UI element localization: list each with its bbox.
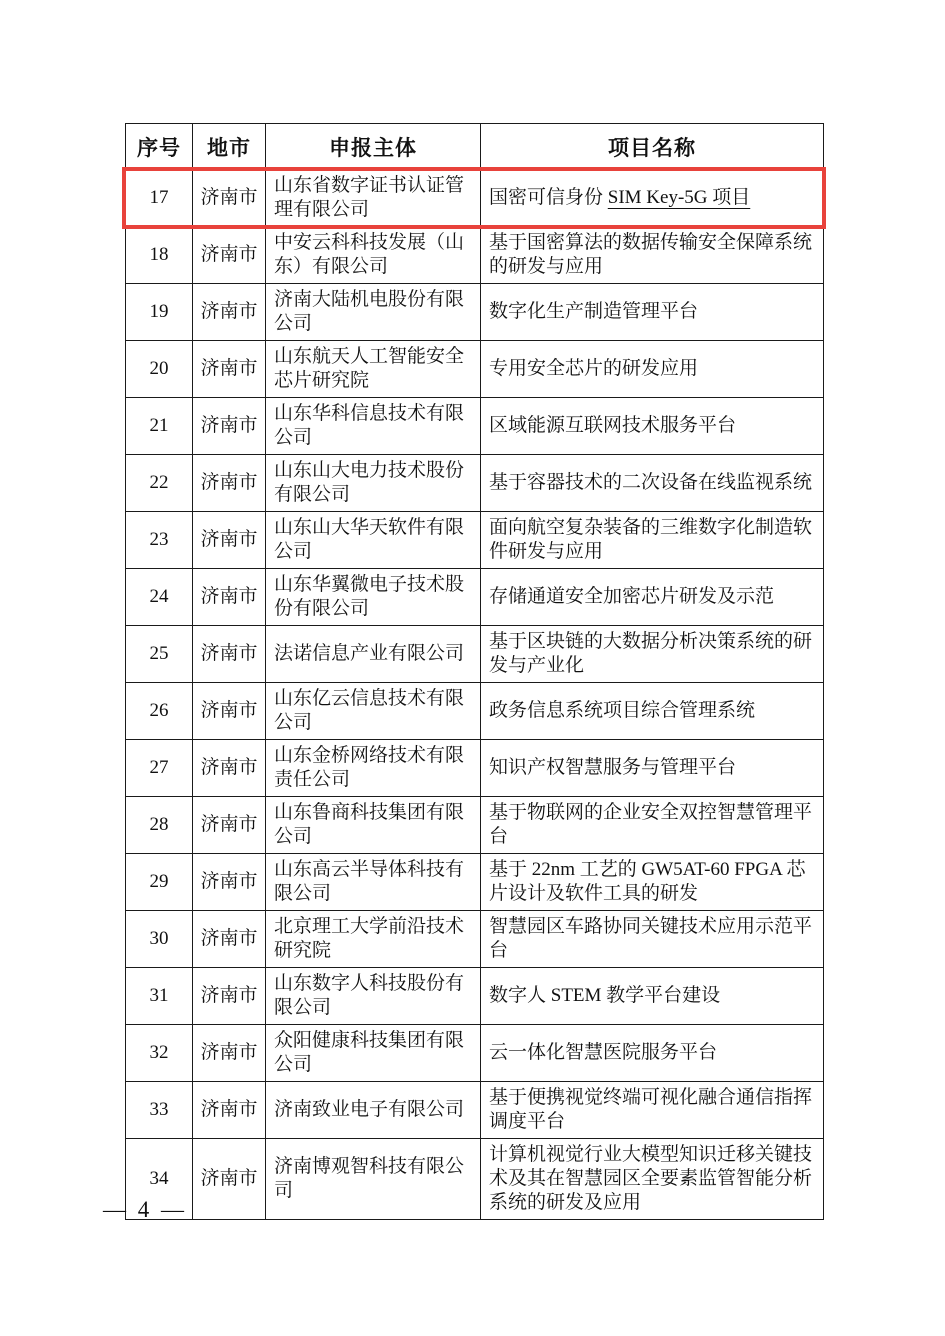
cell-city: 济南市 xyxy=(193,1082,266,1139)
table-row xyxy=(126,284,824,341)
table-row xyxy=(126,968,824,1025)
cell-city: 济南市 xyxy=(193,854,266,911)
cell-serial-number: 17 xyxy=(126,170,193,227)
cell-city: 济南市 xyxy=(193,170,266,227)
cell-city: 济南市 xyxy=(193,512,266,569)
cell-serial-number: 28 xyxy=(126,797,193,854)
cell-serial-number: 27 xyxy=(126,740,193,797)
col-header-city: 地市 xyxy=(193,124,266,170)
cell-applicant: 山东亿云信息技术有限公司 xyxy=(266,683,481,740)
cell-city: 济南市 xyxy=(193,227,266,284)
cell-project: 数字化生产制造管理平台 xyxy=(481,284,824,341)
cell-serial-number: 22 xyxy=(126,455,193,512)
cell-city: 济南市 xyxy=(193,968,266,1025)
col-header-no: 序号 xyxy=(126,124,193,170)
table-header-row xyxy=(126,124,824,170)
cell-applicant: 中安云科科技发展（山东）有限公司 xyxy=(266,227,481,284)
cell-serial-number: 18 xyxy=(126,227,193,284)
table-row xyxy=(126,1139,824,1220)
cell-serial-number: 32 xyxy=(126,1025,193,1082)
cell-serial-number: 19 xyxy=(126,284,193,341)
cell-serial-number: 21 xyxy=(126,398,193,455)
cell-serial-number: 25 xyxy=(126,626,193,683)
cell-city: 济南市 xyxy=(193,1025,266,1082)
cell-city: 济南市 xyxy=(193,341,266,398)
cell-serial-number: 20 xyxy=(126,341,193,398)
cell-serial-number: 24 xyxy=(126,569,193,626)
table-row xyxy=(126,1025,824,1082)
cell-applicant: 众阳健康科技集团有限公司 xyxy=(266,1025,481,1082)
table-row xyxy=(126,683,824,740)
cell-city: 济南市 xyxy=(193,626,266,683)
cell-project: 基于区块链的大数据分析决策系统的研发与产业化 xyxy=(481,626,824,683)
cell-project: 数字人 STEM 教学平台建设 xyxy=(481,968,824,1025)
cell-applicant: 山东高云半导体科技有限公司 xyxy=(266,854,481,911)
cell-serial-number: 31 xyxy=(126,968,193,1025)
cell-applicant: 济南博观智科技有限公司 xyxy=(266,1139,481,1220)
cell-applicant: 山东华翼微电子技术股份有限公司 xyxy=(266,569,481,626)
cell-project: 基于物联网的企业安全双控智慧管理平台 xyxy=(481,797,824,854)
cell-applicant: 山东数字人科技股份有限公司 xyxy=(266,968,481,1025)
cell-serial-number: 23 xyxy=(126,512,193,569)
cell-project: 区域能源互联网技术服务平台 xyxy=(481,398,824,455)
cell-project: 专用安全芯片的研发应用 xyxy=(481,341,824,398)
cell-applicant: 山东航天人工智能安全芯片研究院 xyxy=(266,341,481,398)
table-row xyxy=(126,512,824,569)
project-underlined-text: SIM Key-5G 项目 xyxy=(607,187,751,208)
table-row xyxy=(126,398,824,455)
cell-applicant: 山东金桥网络技术有限责任公司 xyxy=(266,740,481,797)
cell-project: 基于容器技术的二次设备在线监视系统 xyxy=(481,455,824,512)
cell-city: 济南市 xyxy=(193,740,266,797)
cell-city: 济南市 xyxy=(193,911,266,968)
table-row xyxy=(126,911,824,968)
cell-project: 国密可信身份 SIM Key-5G 项目 xyxy=(481,170,824,227)
table-row xyxy=(126,740,824,797)
cell-city: 济南市 xyxy=(193,284,266,341)
cell-city: 济南市 xyxy=(193,569,266,626)
cell-applicant: 山东山大电力技术股份有限公司 xyxy=(266,455,481,512)
cell-serial-number: 33 xyxy=(126,1082,193,1139)
cell-project: 面向航空复杂装备的三维数字化制造软件研发与应用 xyxy=(481,512,824,569)
cell-applicant: 山东华科信息技术有限公司 xyxy=(266,398,481,455)
cell-applicant: 法诺信息产业有限公司 xyxy=(266,626,481,683)
projects-table xyxy=(125,123,824,1220)
col-header-applicant: 申报主体 xyxy=(266,124,481,170)
cell-city: 济南市 xyxy=(193,683,266,740)
table-row xyxy=(126,569,824,626)
cell-serial-number: 30 xyxy=(126,911,193,968)
cell-project: 基于国密算法的数据传输安全保障系统的研发与应用 xyxy=(481,227,824,284)
cell-project: 云一体化智慧医院服务平台 xyxy=(481,1025,824,1082)
cell-applicant: 山东鲁商科技集团有限公司 xyxy=(266,797,481,854)
table-row xyxy=(126,170,824,227)
table-row xyxy=(126,854,824,911)
table-row xyxy=(126,1082,824,1139)
table-row xyxy=(126,626,824,683)
table-row xyxy=(126,227,824,284)
cell-applicant: 济南致业电子有限公司 xyxy=(266,1082,481,1139)
cell-project: 存储通道安全加密芯片研发及示范 xyxy=(481,569,824,626)
cell-project: 智慧园区车路协同关键技术应用示范平台 xyxy=(481,911,824,968)
cell-applicant: 北京理工大学前沿技术研究院 xyxy=(266,911,481,968)
cell-serial-number: 29 xyxy=(126,854,193,911)
cell-project: 基于便携视觉终端可视化融合通信指挥调度平台 xyxy=(481,1082,824,1139)
table-row xyxy=(126,341,824,398)
cell-serial-number: 34 xyxy=(126,1139,193,1220)
cell-project: 政务信息系统项目综合管理系统 xyxy=(481,683,824,740)
cell-applicant: 山东山大华天软件有限公司 xyxy=(266,512,481,569)
table-container xyxy=(125,123,823,1220)
cell-serial-number: 26 xyxy=(126,683,193,740)
cell-city: 济南市 xyxy=(193,398,266,455)
page-number: — 4 — xyxy=(103,1197,187,1222)
col-header-project: 项目名称 xyxy=(481,124,824,170)
cell-project: 知识产权智慧服务与管理平台 xyxy=(481,740,824,797)
cell-applicant: 山东省数字证书认证管理有限公司 xyxy=(266,170,481,227)
cell-city: 济南市 xyxy=(193,455,266,512)
cell-applicant: 济南大陆机电股份有限公司 xyxy=(266,284,481,341)
table-row xyxy=(126,455,824,512)
cell-project: 基于 22nm 工艺的 GW5AT-60 FPGA 芯片设计及软件工具的研发 xyxy=(481,854,824,911)
cell-city: 济南市 xyxy=(193,797,266,854)
cell-project: 计算机视觉行业大模型知识迁移关键技术及其在智慧园区全要素监管智能分析系统的研发及应用 xyxy=(481,1139,824,1220)
table-row xyxy=(126,797,824,854)
cell-city: 济南市 xyxy=(193,1139,266,1220)
